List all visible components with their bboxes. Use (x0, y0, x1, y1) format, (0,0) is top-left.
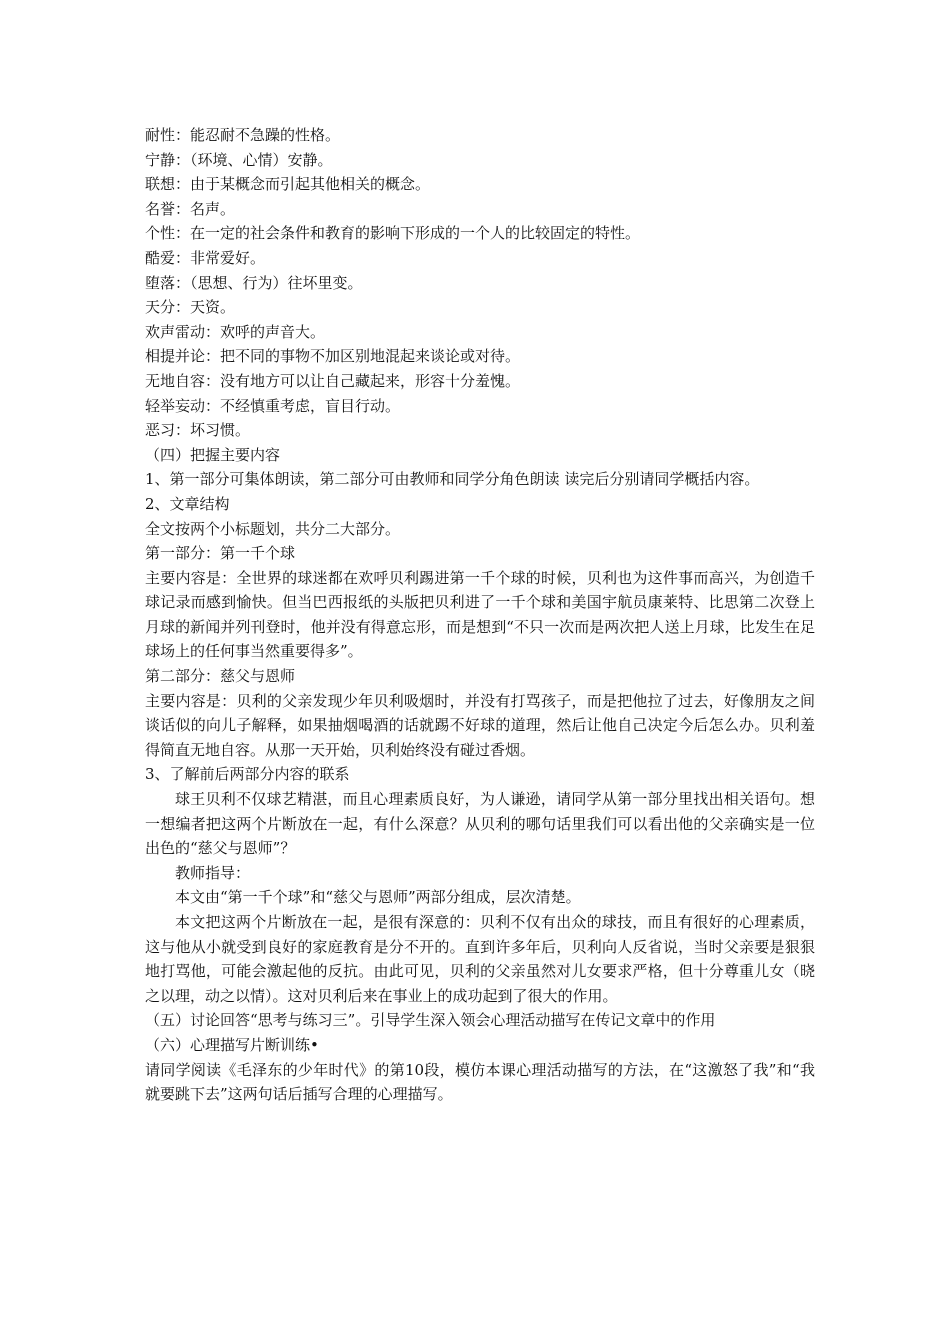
definition-item: 酷爱：非常爱好。 (145, 248, 266, 267)
body-text: 全文按两个小标题划，共分二大部分。 (145, 519, 401, 538)
list-item: 2、文章结构 (145, 494, 230, 513)
teacher-paragraph: 本文由“第一千个球”和“慈父与恩师”两部分组成，层次清楚。 (175, 888, 581, 907)
part-title: 第二部分：慈父与恩师 (145, 667, 296, 686)
definition-item: 个性：在一定的社会条件和教育的影响下形成的一个人的比较固定的特性。 (145, 224, 641, 243)
part-content: 主要内容是：全世界的球迷都在欢呼贝利踢进第一千个球的时候，贝利也为这件事而高兴，为创造千球记录而感到愉快。但当巴西报纸的头版把贝利进了一千个球和美国宇航员康莱特、比思第二次登上月球的新闻并列刊登时，他并没有得意忘形，而是想到“不只一次而是两次把人送上月球，比发生在足球场上的任何事当然重要得多”。 (145, 568, 815, 661)
question-paragraph: 球王贝利不仅球艺精湛，而且心理素质良好，为人谦逊，请同学从第一部分里找出相关语句。想一想编者把这两个片断放在一起，有什么深意？从贝利的哪句话里我们可以看出他的父亲确实是一位出色的“慈父与恩师”？ (145, 790, 815, 858)
teacher-paragraph: 本文把这两个片断放在一起，是很有深意的：贝利不仅有出众的球技，而且有很好的心理素质，这与他从小就受到良好的家庭教育是分不开的。直到许多年后，贝利向人反省说，当时父亲要是狠狠地打骂他，可能会激起他的反抗。由此可见，贝利的父亲虽然对儿女要求严格，但十分尊重儿女（晓之以理，动之以情）。这对贝利后来在事业上的成功起到了很大的作用。 (145, 913, 815, 1005)
section-heading: （六）心理描写片断训练• (145, 1035, 319, 1054)
definition-item: 联想：由于某概念而引起其他相关的概念。 (145, 175, 431, 194)
definition-item: 宁静：（环境、心情）安静。 (145, 150, 333, 169)
part-content: 主要内容是：贝利的父亲发现少年贝利吸烟时，并没有打骂孩子，而是把他拉了过去，好像朋友之间谈话似的向儿子解释，如果抽烟喝酒的话就踢不好球的道理，然后让他自己决定今后怎么办。贝利羞得简直无地自容。从那一天开始，贝利始终没有碰过香烟。 (145, 691, 815, 759)
list-item: 3、了解前后两部分内容的联系 (145, 765, 350, 784)
definition-item: 欢声雷动：欢呼的声音大。 (145, 322, 326, 341)
definition-item: 轻举妄动：不经慎重考虑，盲目行动。 (145, 396, 401, 415)
definition-item: 天分：天资。 (145, 298, 236, 317)
definition-item: 堕落：（思想、行为）往坏里变。 (145, 273, 363, 292)
teacher-label: 教师指导： (175, 863, 251, 882)
definition-item: 恶习：坏习惯。 (145, 421, 251, 440)
definition-item: 无地自容：没有地方可以让自己藏起来，形容十分羞愧。 (145, 371, 521, 390)
list-item: 1、第一部分可集体朗读，第二部分可由教师和同学分角色朗读 读完后分别请同学概括内容。 (145, 470, 760, 489)
definition-item: 耐性：能忍耐不急躁的性格。 (145, 126, 341, 144)
final-task: 请同学阅读《毛泽东的少年时代》的第10段，模仿本课心理活动描写的方法，在“这激怒了我”和“我就要跳下去”这两句话后插写合理的心理描写。 (145, 1060, 815, 1104)
section-heading: （四）把握主要内容 (145, 445, 281, 464)
definition-item: 名誉：名声。 (145, 199, 236, 218)
part-title: 第一部分：第一千个球 (145, 544, 296, 563)
definition-item: 相提并论：把不同的事物不加区别地混起来谈论或对待。 (145, 347, 521, 366)
section-heading: （五）讨论回答“思考与练习三”。引导学生深入领会心理活动描写在传记文章中的作用 (145, 1011, 716, 1030)
document-page (145, 123, 815, 1107)
